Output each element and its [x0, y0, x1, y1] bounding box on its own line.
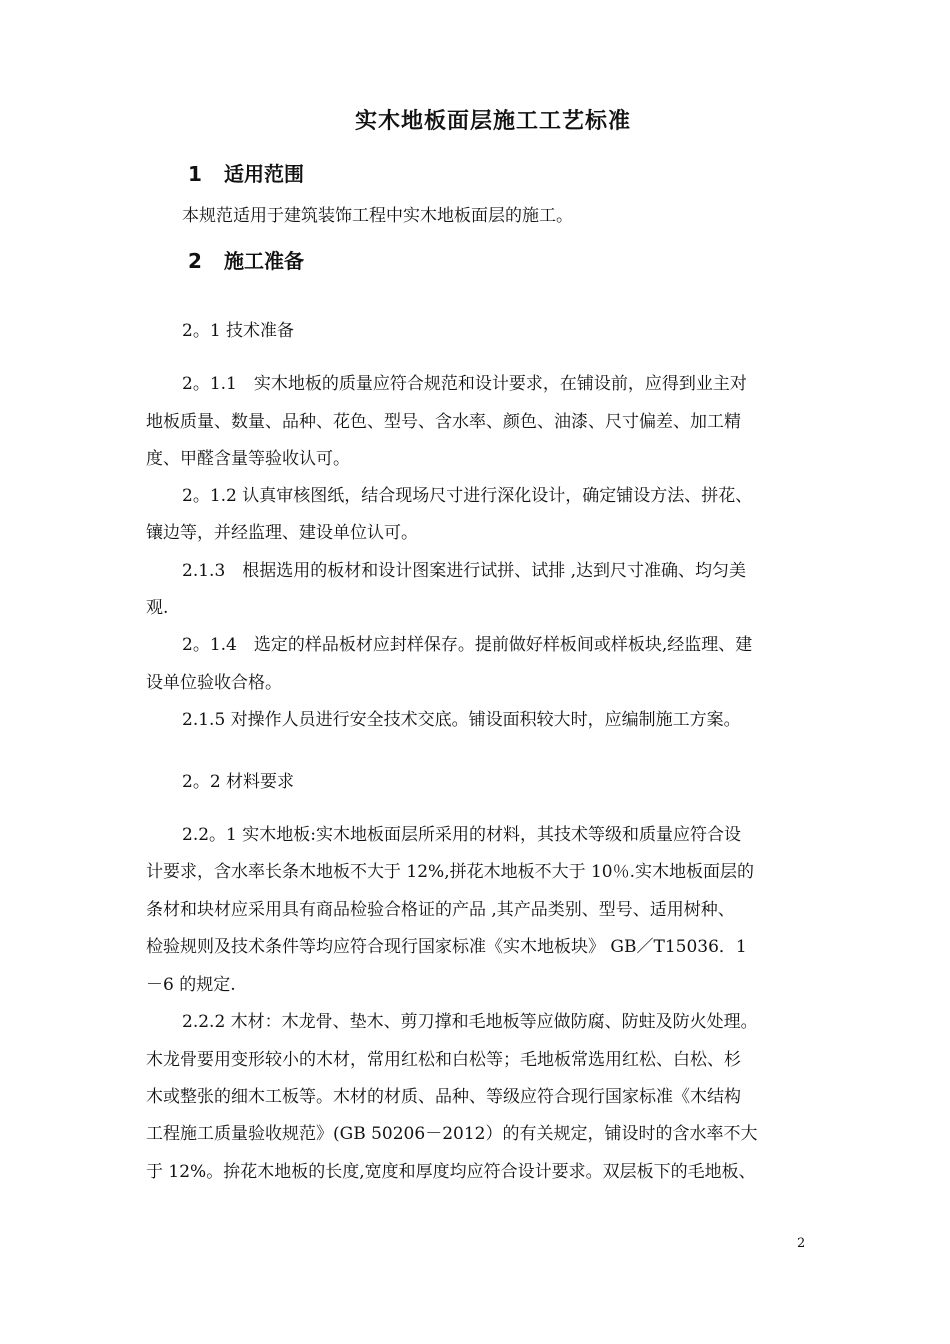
- page-number: 2: [797, 1236, 806, 1251]
- paragraph-line: 条材和块材应采用具有商品检验合格证的产品 ,其产品类别、型号、适用树种、: [146, 900, 735, 920]
- section-number: 1: [188, 162, 202, 186]
- paragraph-line: 2.2.2 木材：木龙骨、垫木、剪刀撑和毛地板等应做防腐、防蛀及防火处理。: [182, 1012, 758, 1032]
- paragraph-line: 2.1.5 对操作人员进行安全技术交底。铺设面积较大时，应编制施工方案。: [182, 710, 741, 730]
- paragraph-line: 度、甲醛含量等验收认可。: [146, 449, 350, 469]
- subsection-heading: 2。2 材料要求: [182, 772, 295, 792]
- paragraph-line: 镶边等，并经监理、建设单位认可。: [146, 523, 418, 543]
- paragraph-line: 木或整张的细木工板等。木材的材质、品种、等级应符合现行国家标准《木结构: [146, 1087, 741, 1107]
- section-heading-1: [188, 158, 304, 187]
- section-title: 适用范围: [224, 162, 304, 186]
- paragraph-line: 观.: [146, 598, 169, 618]
- paragraph-line: 本规范适用于建筑装饰工程中实木地板面层的施工。: [182, 206, 573, 226]
- document-title: 实木地板面层施工工艺标准: [354, 109, 631, 134]
- paragraph-line: 2.1.3 根据选用的板材和设计图案进行试拼、试排 ,达到尺寸准确、均匀美: [182, 561, 747, 581]
- section-number: 2: [188, 249, 202, 273]
- section-title: 施工准备: [224, 249, 304, 273]
- paragraph-line: 地板质量、数量、品种、花色、型号、含水率、颜色、油漆、尺寸偏差、加工精: [146, 412, 741, 432]
- section-heading-2: [188, 245, 304, 274]
- paragraph-line: 工程施工质量验收规范》(GB 50206－2012）的有关规定，铺设时的含水率不大: [146, 1124, 758, 1144]
- paragraph-line: －6 的规定.: [146, 975, 236, 995]
- paragraph-line: 2。1.1 实木地板的质量应符合规范和设计要求，在铺设前，应得到业主对: [182, 374, 747, 394]
- paragraph-line: 2。1.2 认真审核图纸，结合现场尺寸进行深化设计，确定铺设方法、拼花、: [182, 486, 753, 506]
- paragraph-line: 2.2。1 实木地板:实木地板面层所采用的材料，其技术等级和质量应符合设: [182, 825, 741, 845]
- paragraph-line: 设单位验收合格。: [146, 673, 282, 693]
- paragraph-line: 检验规则及技术条件等均应符合现行国家标准《实木地板块》 GB／T15036．1: [146, 937, 747, 957]
- subsection-heading: 2。1 技术准备: [182, 321, 295, 341]
- paragraph-line: 木龙骨要用变形较小的木材，常用红松和白松等；毛地板常选用红松、白松、杉: [146, 1050, 741, 1070]
- paragraph-line: 于 12%。拚花木地板的长度,宽度和厚度均应符合设计要求。双层板下的毛地板、: [146, 1162, 756, 1182]
- paragraph-line: 2。1.4 选定的样品板材应封样保存。提前做好样板间或样板块,经监理、建: [182, 635, 753, 655]
- paragraph-line: 计要求，含水率长条木地板不大于 12%,拼花木地板不大于 10％.实木地板面层的: [146, 862, 755, 882]
